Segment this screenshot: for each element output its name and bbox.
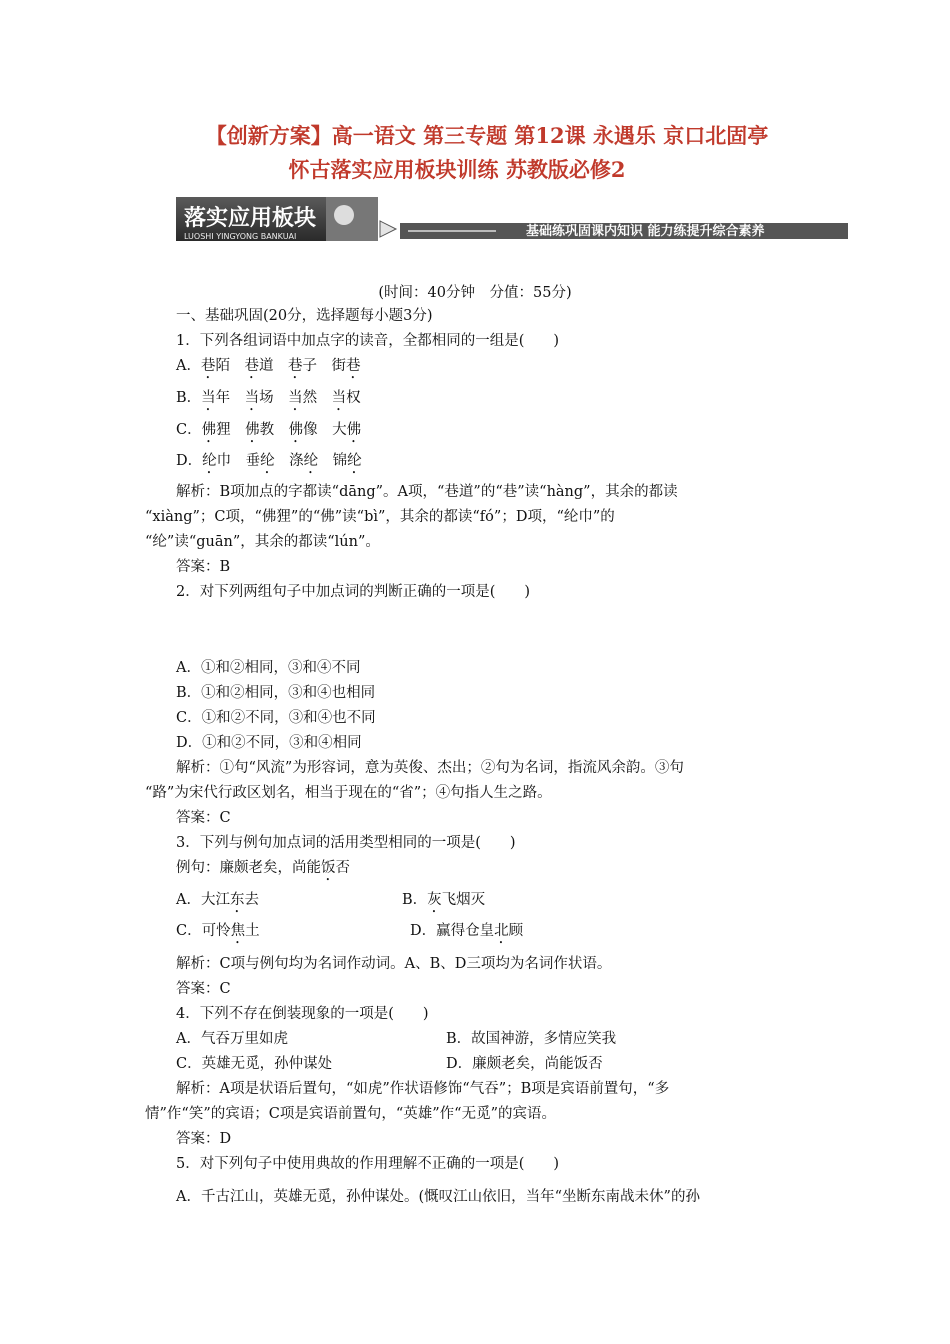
q4-option-a: A．气吞万里如虎 (176, 1031, 288, 1047)
time-score-info: (时间：40分钟 分值：55分) (378, 285, 572, 301)
q2-option-b: B．①和②相同，③和④也相同 (176, 685, 376, 701)
q3-option-c: C．可怜焦土 (176, 923, 260, 939)
section-heading: 一、基础巩固(20分，选择题每小题3分) (176, 308, 433, 324)
q2-option-c: C．①和②不同，③和④也不同 (176, 710, 376, 726)
banner-slogan: 基础练巩固课内知识 能力练提升综合素养 (526, 224, 765, 239)
q4-answer: 答案：D (176, 1131, 232, 1147)
q1-answer: 答案：B (176, 559, 231, 575)
banner-pinyin: LUOSHI YINGYONG BANKUAI (184, 232, 297, 241)
q3-option-d: D．赢得仓皇北顾 (410, 923, 524, 939)
q1-explanation-3: “纶”读“guān”，其余的都读“lún”。 (145, 534, 380, 550)
q3-example: 例句：廉颇老矣，尚能饭否 (176, 860, 350, 876)
q3-option-a: A．大江东去 (176, 892, 259, 908)
document-title-line2: 怀古落实应用板块训练 苏教版必修2 (288, 157, 626, 182)
q5-stem: 5．对下列句子中使用典故的作用理解不正确的一项是( ) (176, 1156, 560, 1172)
section-banner (176, 193, 848, 245)
q4-option-b: B．故国神游，多情应笑我 (446, 1031, 617, 1047)
q3-option-b: B．灰飞烟灭 (402, 892, 486, 908)
q4-stem: 4．下列不存在倒装现象的一项是( ) (176, 1006, 429, 1022)
q2-stem: 2．对下列两组句子中加点词的判断正确的一项是( ) (176, 584, 531, 600)
soccer-player-icon (334, 205, 354, 225)
q1-option-a: A．巷陌 巷道 巷子 街巷 (176, 358, 361, 374)
q5-option-a: A．千古江山，英雄无觅，孙仲谋处。(慨叹江山依旧，当年“坐断东南战未休”的孙 (176, 1189, 700, 1205)
q1-explanation-1: 解析：B项加点的字都读“dāng”。A项，“巷道”的“巷”读“hàng”，其余的都读 (176, 484, 678, 500)
q3-stem: 3．下列与例句加点词的活用类型相同的一项是( ) (176, 835, 516, 851)
q2-explanation-2: “路”为宋代行政区划名，相当于现在的“省”；④句指人生之路。 (145, 785, 552, 801)
q2-explanation-1: 解析：①句“风流”为形容词，意为英俊、杰出；②句为名词，指流风余韵。③句 (176, 760, 684, 776)
q3-explanation: 解析：C项与例句均为名词作动词。A、B、D三项均为名词作状语。 (176, 956, 612, 972)
q1-option-c: C．佛狸 佛教 佛像 大佛 (176, 422, 362, 438)
q4-option-d: D．廉颇老矣，尚能饭否 (446, 1056, 603, 1072)
q2-answer: 答案：C (176, 810, 231, 826)
q1-option-d: D．纶巾 垂纶 涤纶 锦纶 (176, 453, 362, 469)
q2-option-a: A．①和②相同，③和④不同 (176, 660, 361, 676)
q4-option-c: C．英雄无觅，孙仲谋处 (176, 1056, 333, 1072)
q1-explanation-2: “xiàng”；C项，“佛狸”的“佛”读“bì”，其余的都读“fó”；D项，“纶巾”的 (145, 509, 615, 525)
q1-stem: 1．下列各组词语中加点字的读音，全都相同的一组是( ) (176, 333, 560, 349)
q4-explanation-2: 情”作“笑”的宾语；C项是宾语前置句，“英雄”作“无觅”的宾语。 (145, 1106, 556, 1122)
q1-option-b: B．当年 当场 当然 当权 (176, 390, 361, 406)
banner-heading: 落实应用板块 (184, 206, 317, 231)
q4-explanation-1: 解析：A项是状语后置句，“如虎”作状语修饰“气吞”；B项是宾语前置句，“多 (176, 1081, 670, 1097)
q3-answer: 答案：C (176, 981, 231, 997)
q2-option-d: D．①和②不同，③和④相同 (176, 735, 362, 751)
document-title-line1: 【创新方案】高一语文 第三专题 第12课 永遇乐 京口北固亭 (205, 123, 769, 148)
